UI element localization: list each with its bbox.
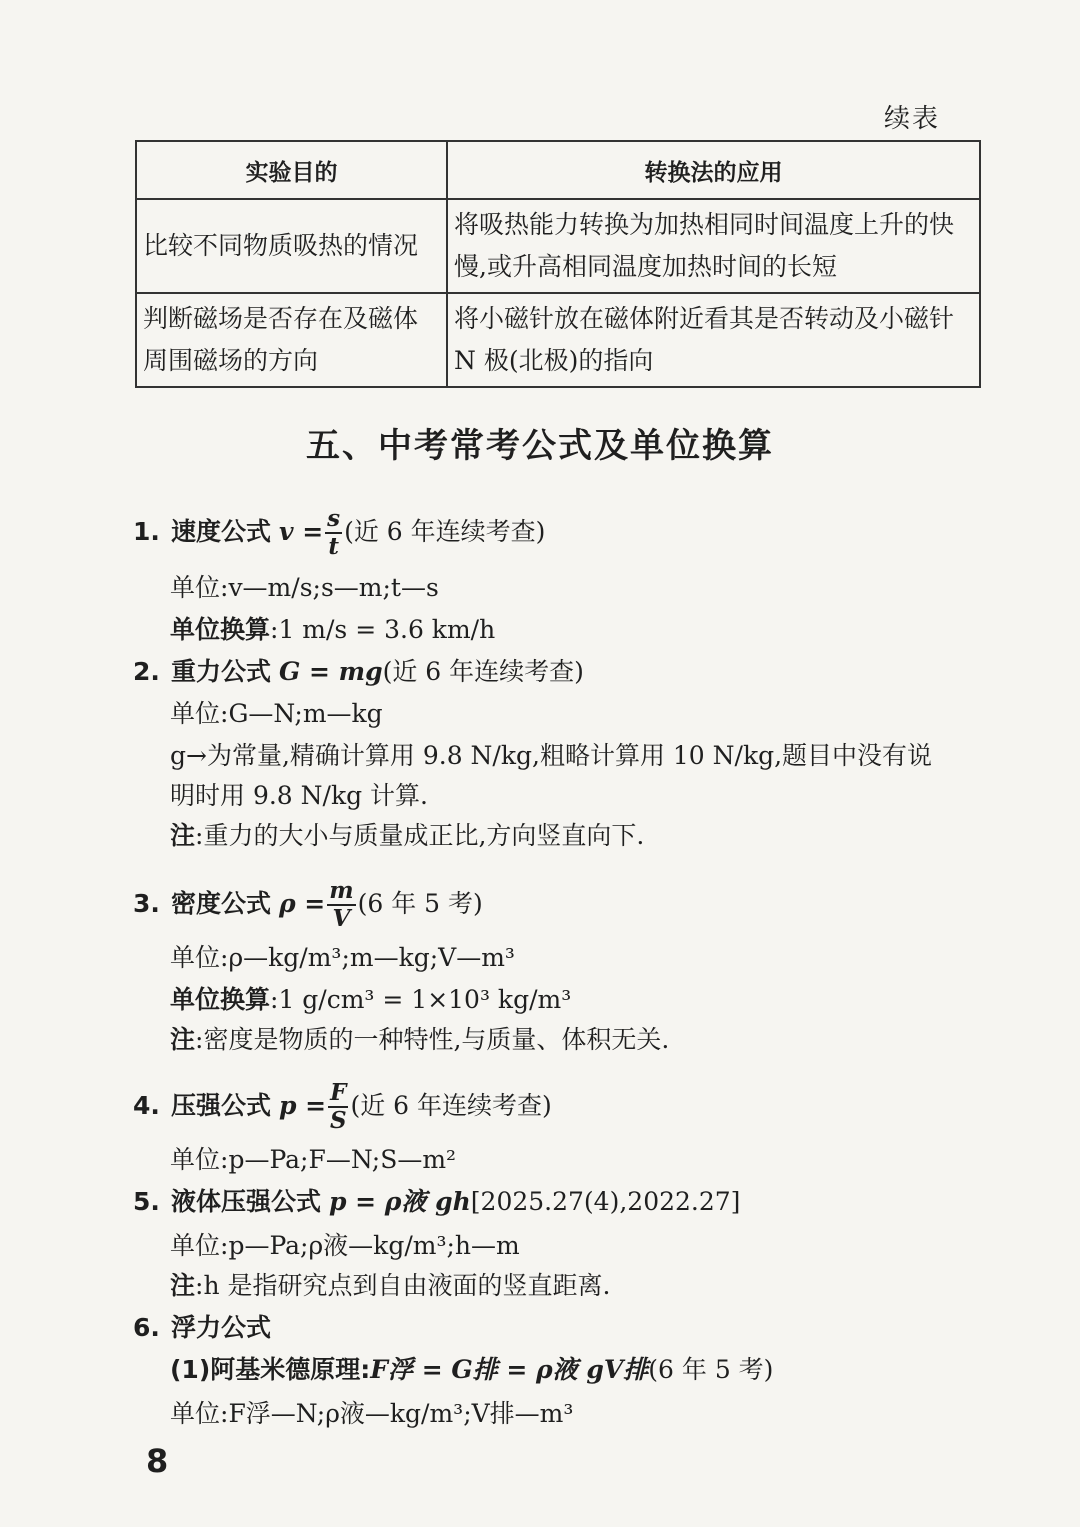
unit-line: 单位:ρ—kg/m³;m—kg;V—m³ — [170, 943, 515, 972]
item-heading: 1. 速度公式 v = $\frac{s}{t}$ (近 6 年连续考查) — [133, 505, 546, 560]
page-number: 8 — [146, 1442, 169, 1480]
item-heading: 2. 重力公式 G = mg(近 6 年连续考查) — [133, 657, 584, 686]
item-heading: 3. 密度公式 ρ = $\frac{m}{V}$ (6 年 5 考) — [133, 877, 483, 932]
item-heading: 6. 浮力公式 — [133, 1313, 272, 1342]
continued-label: 续表 — [883, 104, 940, 134]
table-header-row — [136, 141, 980, 199]
item-heading: 5. 液体压强公式 p = ρ液 gh[2025.27(4),2022.27] — [133, 1187, 741, 1216]
table-cell: 将吸热能力转换为加热相同时间温度上升的快慢,或升高相同温度加热时间的长短 — [447, 199, 980, 293]
item-note: (近 6 年连续考查) — [344, 517, 546, 546]
table-cell: 比较不同物质吸热的情况 — [136, 199, 447, 293]
formula-lhs: p = — [278, 1091, 327, 1120]
formula: G = mg — [278, 657, 383, 686]
unit-line: 单位:p—Pa;F—N;S—m² — [170, 1145, 457, 1174]
formula-lhs: v = — [278, 517, 324, 546]
tip-line: 注:h 是指研究点到自由液面的竖直距离. — [170, 1271, 611, 1300]
extra-line: 明时用 9.8 N/kg 计算. — [170, 781, 428, 810]
fraction: $\frac{F}{S}$ — [329, 1079, 347, 1134]
extra-line: g→为常量,精确计算用 9.8 N/kg,粗略计算用 10 N/kg,题目中没有说 — [170, 741, 933, 770]
item-note: (6 年 5 考) — [648, 1355, 774, 1384]
item-note: (6 年 5 考) — [357, 889, 483, 918]
tip-line: 注:重力的大小与质量成正比,方向竖直向下. — [170, 821, 645, 850]
sub-item-line: (1)阿基米德原理:F浮 = G排 = ρ液 gV排(6 年 5 考) — [170, 1355, 774, 1384]
table-header-application: 转换法的应用 — [447, 141, 980, 199]
table-row — [136, 293, 980, 387]
unit-line: 单位:p—Pa;ρ液—kg/m³;h—m — [170, 1231, 520, 1260]
formula: F浮 = G排 = ρ液 gV排 — [370, 1355, 649, 1384]
fraction: $\frac{s}{t}$ — [327, 505, 341, 560]
comparison-table — [135, 140, 981, 388]
table-cell: 将小磁针放在磁体附近看其是否转动及小磁针 N 极(北极)的指向 — [447, 293, 980, 387]
section-title: 五、中考常考公式及单位换算 — [306, 426, 774, 466]
item-note: [2025.27(4),2022.27] — [470, 1187, 741, 1216]
item-note: (近 6 年连续考查) — [350, 1091, 552, 1120]
conversion-line: 单位换算:1 m/s = 3.6 km/h — [170, 615, 496, 644]
table-header-purpose: 实验目的 — [136, 141, 447, 199]
unit-line: 单位:G—N;m—kg — [170, 699, 383, 728]
unit-line: 单位:v—m/s;s—m;t—s — [170, 573, 439, 602]
item-note: (近 6 年连续考查) — [382, 657, 584, 686]
fraction: $\frac{m}{V}$ — [329, 877, 354, 932]
formula-lhs: ρ = — [278, 889, 326, 918]
unit-line: 单位:F浮—N;ρ液—kg/m³;V排—m³ — [170, 1399, 574, 1428]
formula: p = ρ液 gh — [328, 1187, 471, 1216]
table-cell: 判断磁场是否存在及磁体周围磁场的方向 — [136, 293, 447, 387]
item-heading: 4. 压强公式 p = $\frac{F}{S}$ (近 6 年连续考查) — [133, 1079, 552, 1134]
table-row — [136, 199, 980, 293]
conversion-line: 单位换算:1 g/cm³ = 1×10³ kg/m³ — [170, 985, 572, 1014]
tip-line: 注:密度是物质的一种特性,与质量、体积无关. — [170, 1025, 670, 1054]
